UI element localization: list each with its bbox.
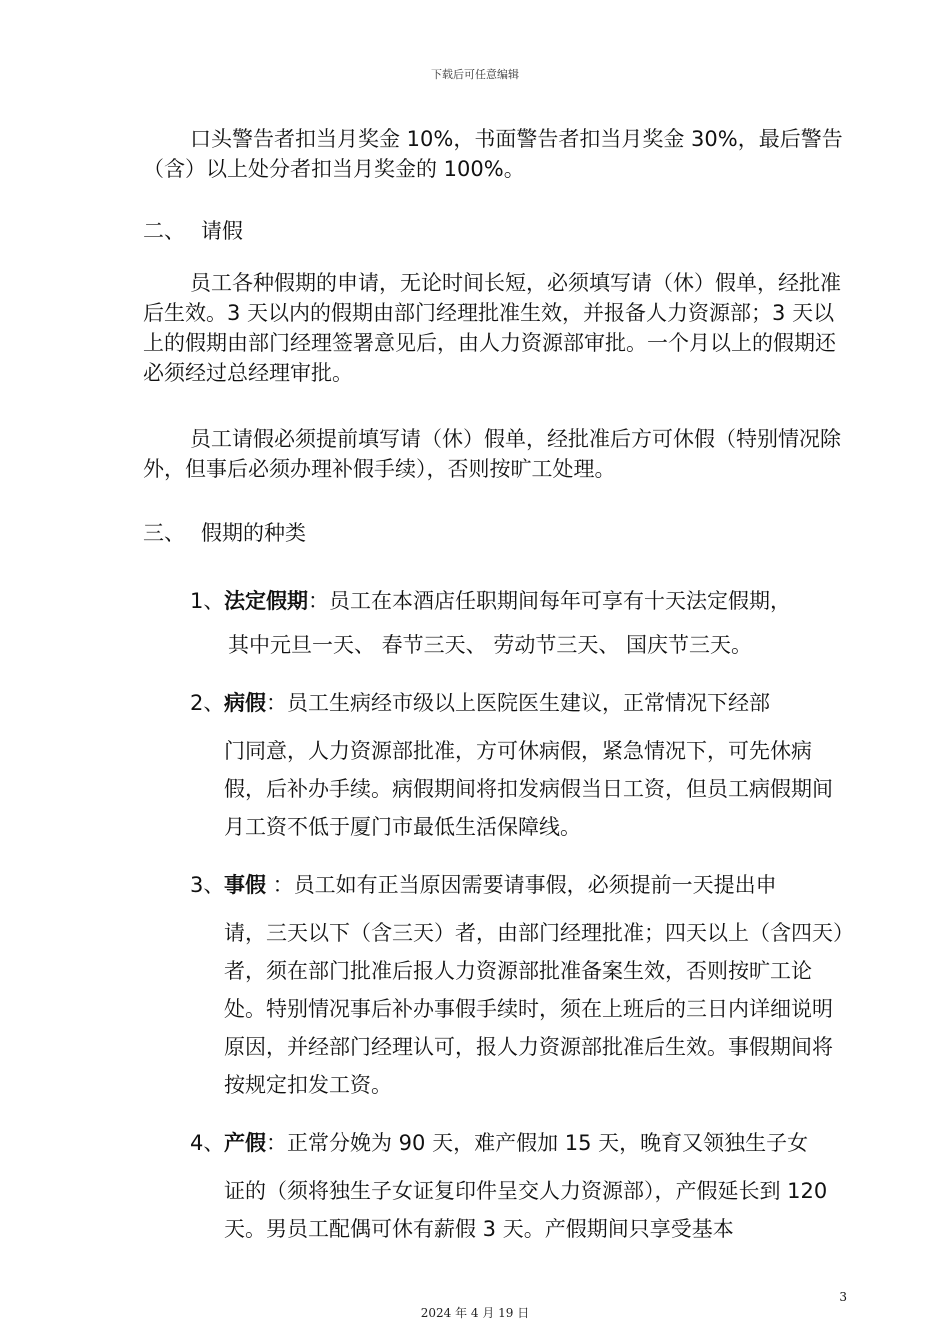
section-number: 三、 [143, 521, 185, 545]
section-heading-leave-types [143, 518, 306, 548]
item-term: 病假 [224, 691, 266, 715]
item-separator: ： [266, 691, 287, 715]
item-text: 员工如有正当原因需要请事假，必须提前一天提出申 [293, 873, 777, 897]
section-heading-leave [143, 216, 243, 246]
item-continuation: 证的（须将独生子女证复印件呈交人力资源部），产假延长到 120 天。男员工配偶可休有薪假 3 天。产假期间只享受基本 [224, 1179, 828, 1241]
list-item-personal-leave [190, 870, 852, 1104]
section-number: 二、 [143, 219, 185, 243]
paragraph-penalty: 口头警告者扣当月奖金 10%，书面警告者扣当月奖金 30%，最后警告（含）以上处分者扣当月奖金的 100%。 [143, 127, 843, 181]
item-number: 4、 [190, 1131, 225, 1155]
list-item-statutory-holiday [190, 586, 852, 664]
item-term: 产假 [224, 1131, 266, 1155]
item-separator: ： [266, 873, 294, 897]
item-separator: ： [308, 589, 329, 613]
item-term: 法定假期 [224, 589, 308, 613]
item-continuation: 其中元旦一天、 春节三天、 劳动节三天、 国庆节三天。 [228, 633, 753, 657]
list-item-maternity-leave [190, 1128, 852, 1248]
item-continuation: 门同意，人力资源部批准，方可休病假，紧急情况下，可先休病假，后补办手续。病假期间将扣发病假当日工资，但员工病假期间月工资不低于厦门市最低生活保障线。 [224, 739, 833, 839]
paragraph-leave-application: 员工各种假期的申请，无论时间长短，必须填写请（休）假单，经批准后生效。3 天以内的假期由部门经理批准生效，并报备人力资源部；3 天以上的假期由部门经理签署意见后，由人力资源部审批。一个月以上的假期还必须经过总经理审批。 [143, 271, 841, 385]
item-number: 2、 [190, 691, 225, 715]
page-header: 下载后可任意编辑 [431, 68, 519, 81]
page-number: 3 [839, 1290, 847, 1304]
section-title: 请假 [201, 219, 243, 243]
item-number: 1、 [190, 589, 225, 613]
paragraph-leave-advance: 员工请假必须提前填写请（休）假单，经批准后方可休假（特别情况除外，但事后必须办理补假手续），否则按旷工处理。 [143, 427, 841, 481]
page-footer-date: 2024 年 4 月 19 日 [420, 1306, 530, 1320]
item-term: 事假 [224, 873, 266, 897]
item-text: 正常分娩为 90 天，难产假加 15 天，晚育又领独生子女 [287, 1131, 809, 1155]
item-continuation: 请，三天以下（含三天）者，由部门经理批准；四天以上（含四天）者，须在部门批准后报人力资源部批准备案生效，否则按旷工论处。特别情况事后补办事假手续时，须在上班后的三日内详细说明原因，并经部门经理认可，报人力资源部批准后生效。事假期间将按规定扣发工资。 [224, 921, 844, 1097]
item-separator: ： [266, 1131, 287, 1155]
list-item-sick-leave [190, 688, 852, 846]
section-title: 假期的种类 [201, 521, 306, 545]
item-number: 3、 [190, 873, 225, 897]
item-text: 员工在本酒店任职期间每年可享有十天法定假期， [329, 589, 791, 613]
item-text: 员工生病经市级以上医院医生建议，正常情况下经部 [287, 691, 770, 715]
